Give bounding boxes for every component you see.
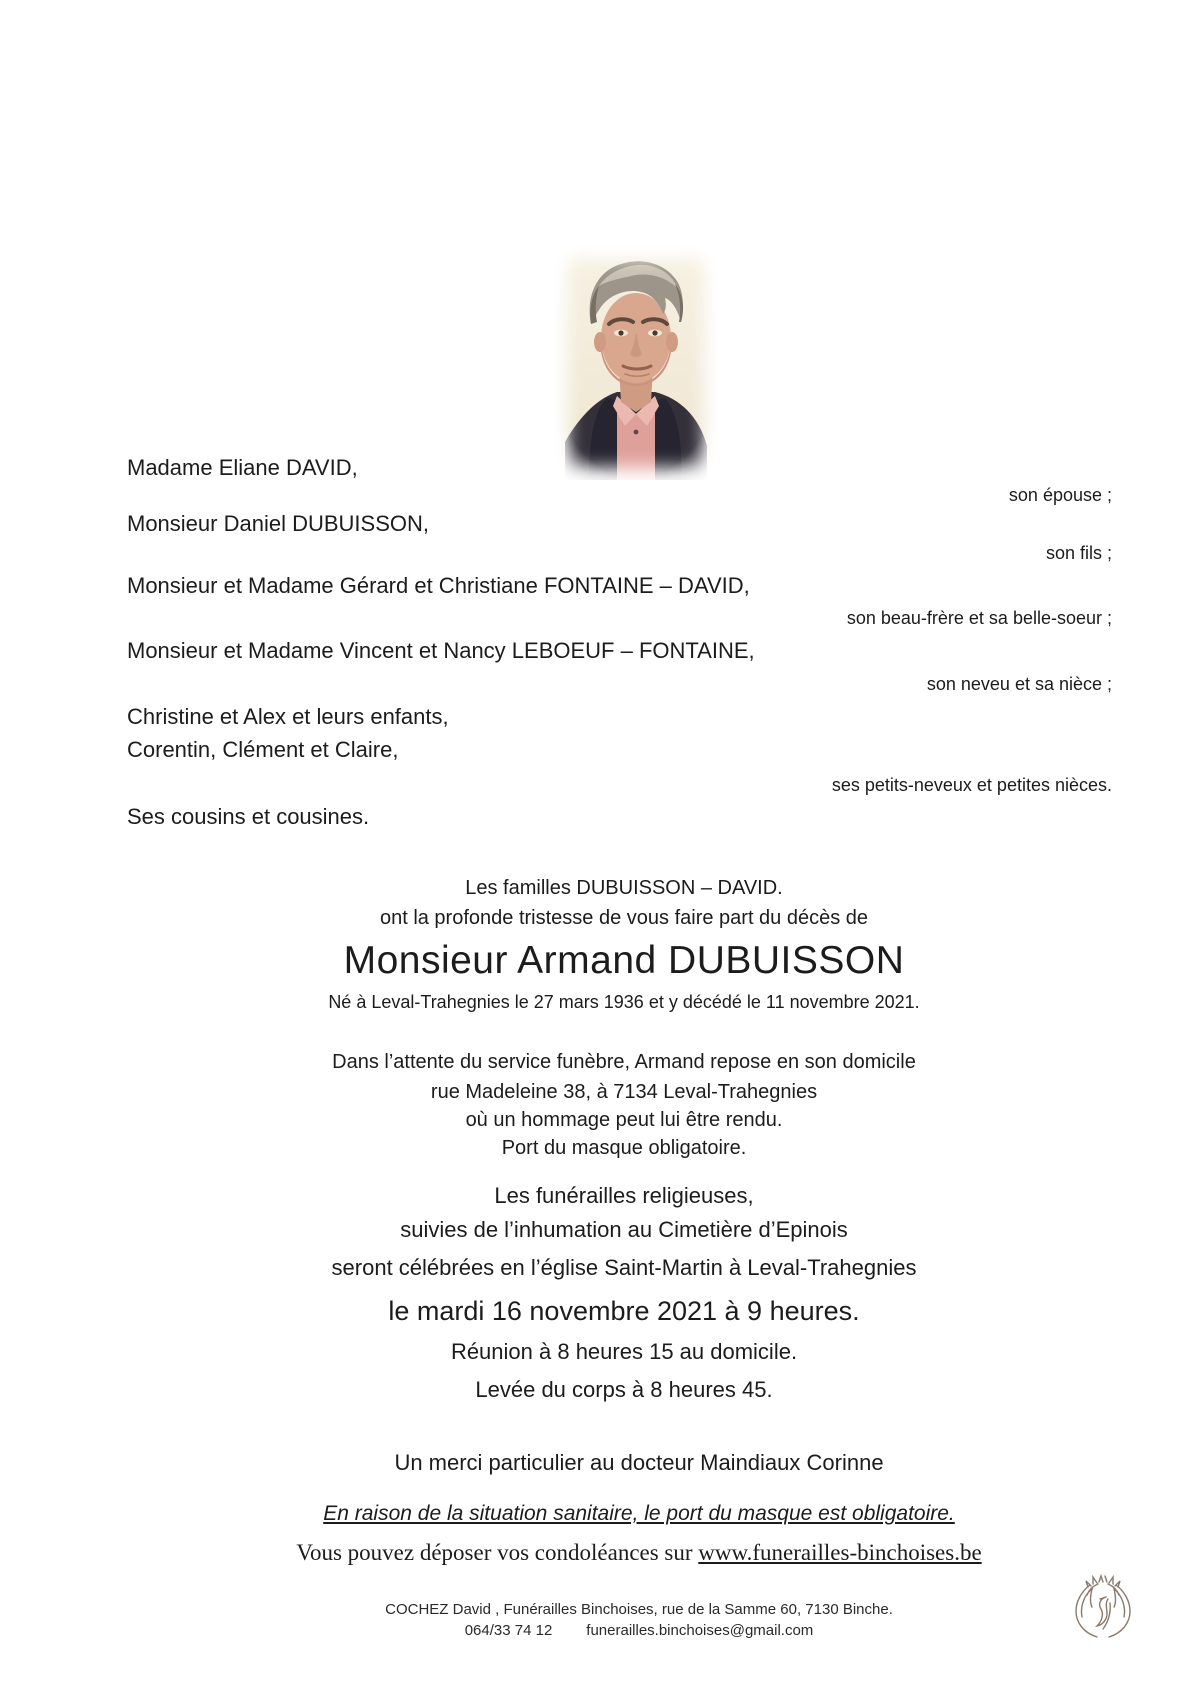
funeral-line: seront célébrées en l’église Saint-Martin à Leval-Trahegnies <box>331 1255 917 1280</box>
birth-death-line: Né à Leval-Trahegnies le 27 mars 1936 et y décédé le 11 novembre 2021. <box>328 992 920 1012</box>
families-line: Les familles DUBUISSON – DAVID. <box>465 877 783 899</box>
mourner-name: Christine et Alex et leurs enfants, <box>127 704 449 729</box>
relation-label: son épouse ; <box>1008 485 1112 505</box>
thanks-line: Un merci particulier au docteur Maindiaux Corinne <box>394 1450 884 1475</box>
relation-label: ses petits-neveux et petites nièces. <box>831 775 1112 795</box>
portrait-photo <box>555 246 717 480</box>
relation-label: son fils ; <box>1045 543 1112 563</box>
intro-line: ont la profonde tristesse de vous faire part du décès de <box>379 907 869 929</box>
repose-line: Port du masque obligatoire. <box>501 1137 747 1159</box>
footer-email: funerailles.binchoises@gmail.com <box>586 1622 814 1639</box>
relation-label: son neveu et sa nièce ; <box>926 674 1112 694</box>
condolences-website-link[interactable]: www.funerailles-binchoises.be <box>698 1540 982 1565</box>
funeral-line: Levée du corps à 8 heures 45. <box>475 1377 773 1402</box>
relation-label: son beau-frère et sa belle-soeur ; <box>846 608 1112 628</box>
mourner-name: Monsieur Daniel DUBUISSON, <box>127 511 429 536</box>
mourner-name: Monsieur et Madame Gérard et Christiane FONTAINE – DAVID, <box>127 573 750 598</box>
condolences-line <box>84 1540 1194 1566</box>
funeral-line: Les funérailles religieuses, <box>494 1183 754 1208</box>
funeral-line: suivies de l’inhumation au Cimetière d’Epinois <box>400 1217 848 1242</box>
funeral-date-line: le mardi 16 novembre 2021 à 9 heures. <box>388 1296 860 1326</box>
mourner-name: Madame Eliane DAVID, <box>127 455 358 480</box>
repose-line: Dans l’attente du service funèbre, Armand repose en son domicile <box>332 1051 916 1073</box>
footer-contact-line <box>84 1621 1194 1641</box>
condolences-text: Vous pouvez déposer vos condoléances sur <box>296 1540 699 1565</box>
mourner-name: Ses cousins et cousines. <box>127 804 370 829</box>
repose-line: rue Madeleine 38, à 7134 Leval-Trahegnies <box>430 1081 818 1103</box>
footer-address-line: COCHEZ David , Funérailles Binchoises, rue de la Samme 60, 7130 Binche. <box>385 1601 893 1618</box>
footer-phone: 064/33 74 12 <box>464 1622 553 1639</box>
funeral-line: Réunion à 8 heures 15 au domicile. <box>450 1339 798 1364</box>
repose-line: où un hommage peut lui être rendu. <box>465 1109 783 1131</box>
covid-notice-line: En raison de la situation sanitaire, le port du masque est obligatoire. <box>323 1502 955 1525</box>
deceased-name: Monsieur Armand DUBUISSON <box>343 939 905 982</box>
mourner-name: Corentin, Clément et Claire, <box>127 737 399 762</box>
portrait-illustration <box>555 246 717 480</box>
mourner-name: Monsieur et Madame Vincent et Nancy LEBOEUF – FONTAINE, <box>127 638 755 663</box>
